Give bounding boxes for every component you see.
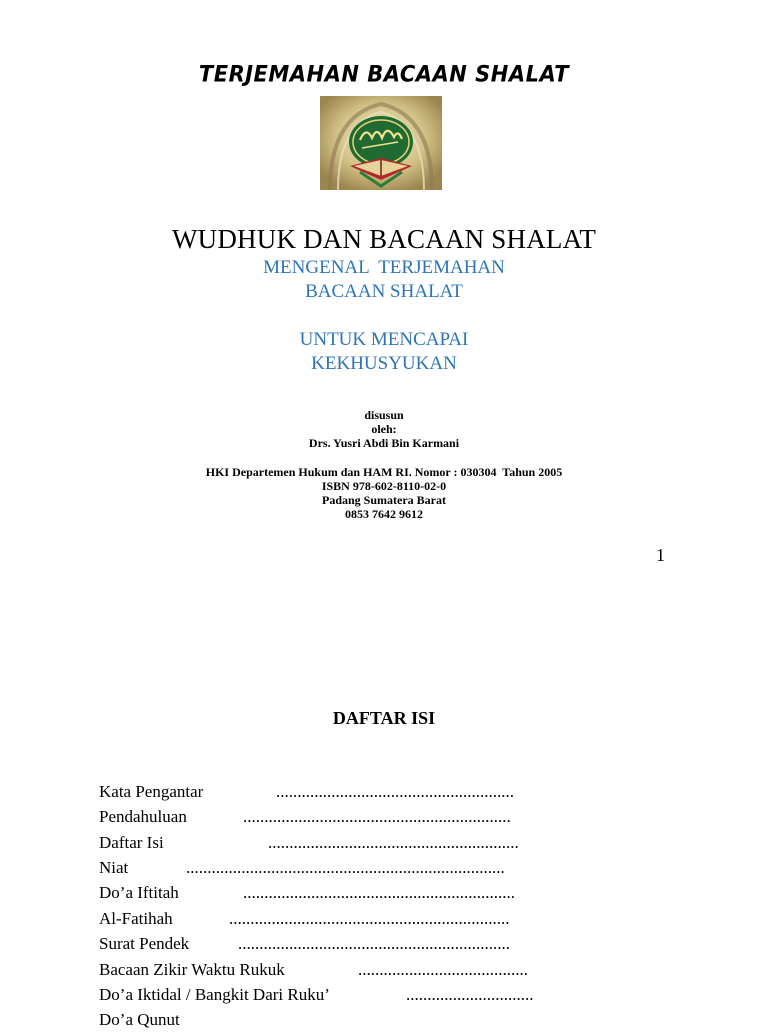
author-oleh: oleh: bbox=[371, 422, 397, 436]
toc-item bbox=[99, 856, 559, 880]
author-disusun: disusun bbox=[364, 408, 404, 422]
toc-item-label: Daftar Isi bbox=[99, 833, 164, 852]
toc-item-dots: .............................. bbox=[406, 985, 534, 1004]
toc-item-dots: .................................................................. bbox=[229, 909, 510, 928]
isbn: ISBN 978-602-8110-02-0 bbox=[321, 479, 447, 493]
hki-registration: HKI Departemen Hukum dan HAM RI. Nomor : 030304 Tahun 2005 bbox=[205, 465, 563, 479]
toc-item-dots: ........................................ bbox=[358, 960, 528, 979]
toc-item bbox=[99, 907, 559, 931]
author-name: Drs. Yusri Abdi Bin Karmani bbox=[308, 436, 460, 450]
toc-item bbox=[99, 805, 559, 829]
purpose-line-1: UNTUK MENCAPAI bbox=[299, 329, 469, 350]
toc-item-dots: ........................................................... bbox=[268, 833, 519, 852]
toc-item-dots: ........................................................................... bbox=[186, 858, 505, 877]
toc-item bbox=[99, 958, 559, 982]
toc-item-label: Do’a Iftitah bbox=[99, 883, 179, 902]
toc-item-label: Al-Fatihah bbox=[99, 909, 173, 928]
subtitle-line-2: BACAAN SHALAT bbox=[305, 281, 463, 302]
header-title: TERJEMAHAN BACAAN SHALAT bbox=[198, 61, 570, 87]
toc-item-label: Do’a Qunut bbox=[99, 1010, 180, 1029]
purpose-line-2: KEKHUSYUKAN bbox=[311, 353, 457, 374]
toc-item-label: Bacaan Zikir Waktu Rukuk bbox=[99, 960, 285, 979]
toc-title: DAFTAR ISI bbox=[332, 708, 436, 728]
location: Padang Sumatera Barat bbox=[322, 493, 446, 507]
quran-calligraphy-icon bbox=[320, 96, 442, 190]
subtitle-line-1: MENGENAL TERJEMAHAN bbox=[263, 257, 505, 278]
toc-item bbox=[99, 831, 559, 855]
toc-item-dots: ............................................................... bbox=[243, 807, 511, 826]
toc-item-dots: ................................................................ bbox=[243, 883, 515, 902]
toc-item bbox=[99, 932, 559, 956]
page-number: 1 bbox=[656, 545, 665, 565]
toc-item bbox=[99, 1008, 559, 1032]
cover-main-title: WUDHUK DAN BACAAN SHALAT bbox=[171, 224, 597, 254]
toc-item-label: Surat Pendek bbox=[99, 934, 190, 953]
toc-item bbox=[99, 881, 559, 905]
toc-item bbox=[99, 780, 559, 804]
toc-item-label: Pendahuluan bbox=[99, 807, 187, 826]
toc-item-dots: ................................................................ bbox=[238, 934, 510, 953]
toc-item-label: Do’a Iktidal / Bangkit Dari Ruku’ bbox=[99, 985, 330, 1004]
toc-item-dots: ........................................................ bbox=[276, 782, 514, 801]
phone: 0853 7642 9612 bbox=[345, 507, 423, 521]
toc-item bbox=[99, 983, 559, 1007]
toc-item-label: Niat bbox=[99, 858, 129, 877]
toc-item-label: Kata Pengantar bbox=[99, 782, 204, 801]
